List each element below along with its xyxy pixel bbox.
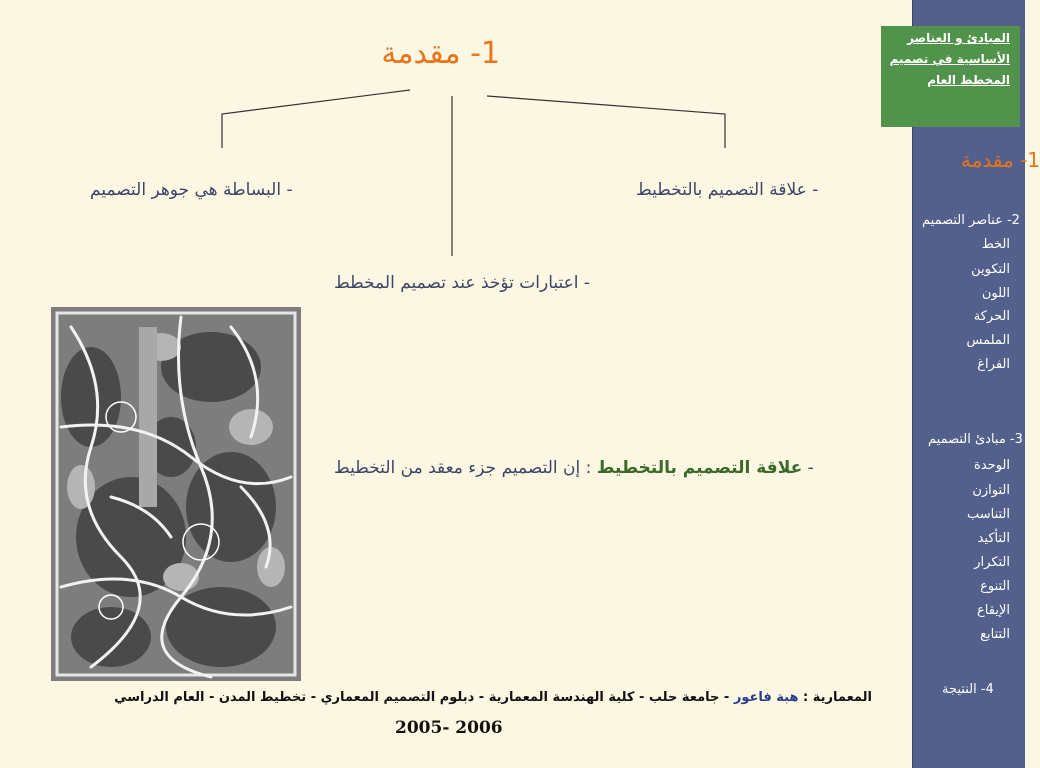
detail-prefix: - — [802, 458, 814, 478]
sidebar-item-motion[interactable]: الحركة — [973, 309, 1010, 324]
sidebar-item-sequence[interactable]: التتابع — [980, 627, 1010, 642]
sidebar-item-repetition[interactable]: التكرار — [974, 555, 1010, 570]
sidebar-item-composition[interactable]: التكوين — [971, 262, 1010, 277]
connector-left — [222, 90, 410, 148]
footer-rest: - جامعة حلب - كلية الهندسة المعمارية - دبلوم التصميم المعماري - تخطيط المدن - العام الدراسي — [114, 690, 734, 705]
slide-title: 1- مقدمة — [381, 36, 500, 71]
detail-bold: علاقة التصميم بالتخطيط — [596, 458, 803, 478]
footer-credits — [40, 690, 872, 705]
sidebar-item-color[interactable]: اللون — [981, 286, 1010, 301]
sidebar-item-texture[interactable]: الملمس — [966, 333, 1010, 348]
sidebar-item-emphasis[interactable]: التأكيد — [977, 531, 1010, 546]
topic-relation: - علاقة التصميم بالتخطيط — [636, 180, 819, 200]
plan-photo — [51, 307, 301, 681]
sidebar-item-intro[interactable]: 1- مقدمة — [960, 148, 1040, 172]
sidebar-item-space[interactable]: الفراغ — [977, 357, 1010, 372]
sidebar-item-variety[interactable]: التنوع — [980, 579, 1010, 594]
connector-right — [487, 96, 725, 148]
sidebar-item-proportion[interactable]: التناسب — [966, 507, 1010, 522]
sidebar-section-principles[interactable]: 3- مبادئ التصميم — [928, 432, 1023, 447]
sidebar-item-rhythm[interactable]: الإيقاع — [977, 603, 1010, 618]
detail-rest: : إن التصميم جزء معقد من التخطيط — [334, 458, 597, 478]
sidebar-section-elements[interactable]: 2- عناصر التصميم — [922, 213, 1020, 228]
footer-author: هبة فاعور — [733, 690, 799, 705]
detail-text — [334, 458, 814, 478]
sidebar-item-balance[interactable]: التوازن — [972, 483, 1010, 498]
plan-map-image — [51, 307, 301, 681]
sidebar-item-result[interactable]: 4- النتيجة — [942, 682, 994, 697]
sidebar-header-link[interactable]: المبادئ و العناصر الأساسية في تصميم المخطط العام — [881, 26, 1020, 127]
topic-considerations: - اعتبارات تؤخذ عند تصميم المخطط — [334, 273, 591, 293]
sidebar-item-unity[interactable]: الوحدة — [974, 458, 1010, 473]
footer-year: 2005- 2006 — [395, 718, 503, 738]
footer-prefix: المعمارية : — [798, 690, 872, 705]
sidebar-item-line[interactable]: الخط — [981, 237, 1010, 252]
topic-simplicity: - البساطة هي جوهر التصميم — [90, 180, 293, 200]
